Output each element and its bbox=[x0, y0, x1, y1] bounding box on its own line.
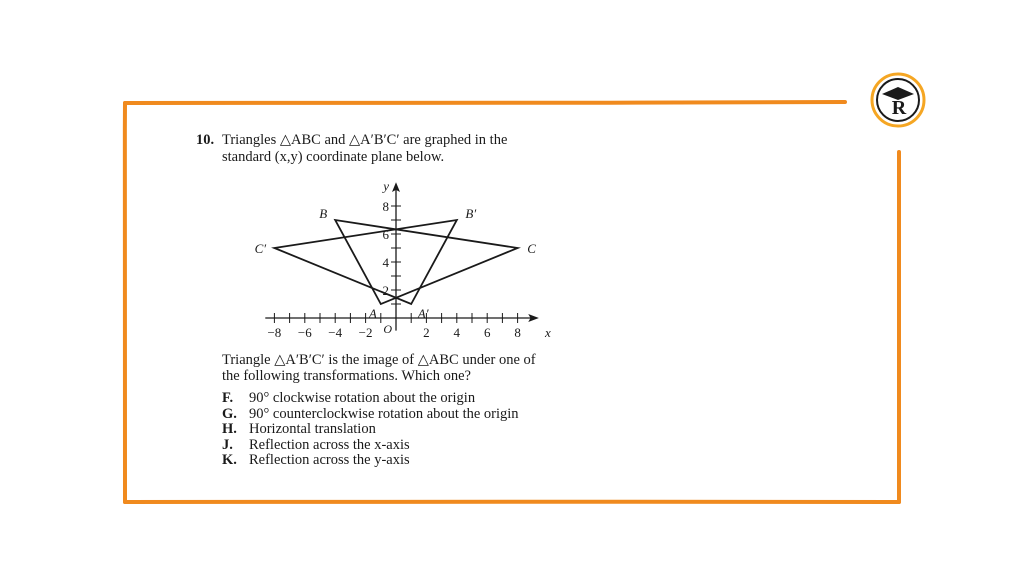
option-h[interactable] bbox=[222, 422, 602, 438]
x-tick-label: 6 bbox=[483, 325, 491, 340]
question-number: 10. bbox=[196, 132, 215, 148]
brand-logo bbox=[868, 70, 928, 130]
coordinate-plane bbox=[250, 172, 560, 347]
y-tick-label: 6 bbox=[382, 227, 389, 242]
y-tick-label: 2 bbox=[382, 283, 389, 298]
question-line-2: standard (x,y) coordinate plane below. bbox=[222, 149, 445, 165]
vertex-label-c-prime: C′ bbox=[254, 241, 267, 256]
vertex-label-a: A bbox=[368, 306, 377, 321]
logo-letter: R bbox=[891, 97, 907, 119]
prompt-line-1: Triangle △A′B′C′ is the image of △ABC under one of bbox=[222, 352, 536, 368]
option-text: Horizontal translation bbox=[249, 421, 376, 437]
x-axis-label: x bbox=[544, 325, 551, 340]
x-tick-label: −4 bbox=[328, 325, 343, 340]
option-letter: K. bbox=[222, 452, 237, 468]
x-tick-label: 2 bbox=[423, 325, 430, 340]
x-tick-label: 8 bbox=[514, 325, 521, 340]
question-line-1: Triangles △ABC and △A′B′C′ are graphed in the bbox=[222, 132, 508, 148]
option-letter: H. bbox=[222, 421, 237, 437]
option-k[interactable] bbox=[222, 453, 602, 469]
x-tick-label: −6 bbox=[297, 325, 312, 340]
x-tick-label: −8 bbox=[267, 325, 282, 340]
x-tick-label: 4 bbox=[453, 325, 461, 340]
y-axis-label: y bbox=[383, 178, 389, 194]
option-f[interactable] bbox=[222, 391, 602, 407]
x-tick-label: −2 bbox=[358, 325, 373, 340]
y-tick-label: 8 bbox=[382, 199, 389, 214]
question-prompt bbox=[222, 352, 602, 384]
origin-label: O bbox=[383, 322, 392, 336]
option-j[interactable] bbox=[222, 438, 602, 454]
triangle-abc bbox=[335, 220, 517, 304]
vertex-label-c: C bbox=[527, 241, 536, 256]
answer-options bbox=[222, 391, 602, 469]
triangle-a-prime-b-prime-c-prime bbox=[274, 220, 456, 304]
y-tick-label: 4 bbox=[382, 255, 389, 270]
option-g[interactable] bbox=[222, 407, 602, 423]
vertex-label-b-prime: B′ bbox=[465, 206, 477, 221]
prompt-line-2: the following transformations. Which one? bbox=[222, 368, 471, 384]
option-text: Reflection across the y-axis bbox=[249, 452, 410, 468]
option-text: Reflection across the x-axis bbox=[249, 436, 410, 453]
vertex-label-b: B bbox=[319, 206, 328, 221]
option-letter: J. bbox=[222, 436, 233, 453]
option-letter: G. bbox=[222, 405, 237, 422]
vertex-label-a-prime: A′ bbox=[417, 306, 429, 321]
option-letter: F. bbox=[222, 390, 234, 406]
option-text: 90° counterclockwise rotation about the origin bbox=[249, 405, 519, 422]
option-text: 90° clockwise rotation about the origin bbox=[249, 390, 476, 406]
question-stem bbox=[196, 132, 596, 166]
